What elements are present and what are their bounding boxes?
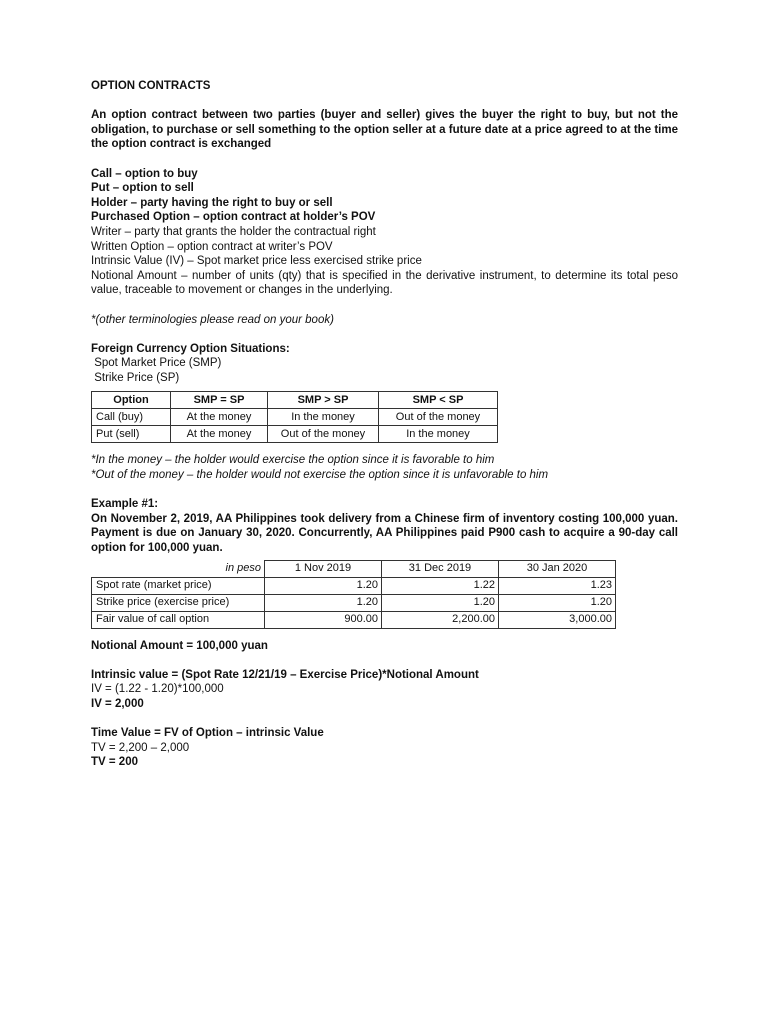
table-cell: 1.22 bbox=[382, 577, 499, 594]
col-header-date: 30 Jan 2020 bbox=[499, 560, 616, 577]
table-header-row bbox=[92, 560, 616, 577]
fx-heading: Foreign Currency Option Situations: bbox=[91, 342, 290, 355]
row-label: Fair value of call option bbox=[92, 611, 265, 628]
table-cell: 2,200.00 bbox=[382, 611, 499, 628]
definition-notional-amount: Notional Amount – number of units (qty) that is specified in the derivative instrument, to determine its total peso value, traceable to movement or changes in the underlying. bbox=[91, 269, 678, 297]
intro-paragraph: An option contract between two parties (buyer and seller) gives the buyer the right to buy, but not the obligation, to purchase or sell something to the option seller at a future date at a price agreed to at the time the option contract is exchanged bbox=[91, 109, 678, 151]
definition-writer: Writer – party that grants the holder the contractual right bbox=[91, 225, 376, 238]
iv-calculation: IV = (1.22 - 1.20)*100,000 bbox=[91, 683, 224, 696]
page-title: OPTION CONTRACTS bbox=[91, 80, 211, 92]
table-cell: At the money bbox=[171, 426, 268, 443]
table-cell: 1.20 bbox=[265, 594, 382, 611]
table-row bbox=[92, 577, 616, 594]
table-cell: 3,000.00 bbox=[499, 611, 616, 628]
definitions-list bbox=[91, 167, 678, 298]
row-label-call: Call (buy) bbox=[92, 409, 171, 426]
table-cell: 1.23 bbox=[499, 577, 616, 594]
fx-item-smp-text: Spot Market Price (SMP) bbox=[94, 357, 222, 370]
table-row bbox=[92, 611, 616, 628]
fx-item-smp bbox=[91, 356, 678, 371]
fx-item-sp-text: Strike Price (SP) bbox=[94, 371, 180, 384]
col-header-option: Option bbox=[92, 392, 171, 409]
table-cell: In the money bbox=[379, 426, 498, 443]
table-row bbox=[92, 409, 498, 426]
col-header-smp-lt-sp: SMP < SP bbox=[379, 392, 498, 409]
table-cell: In the money bbox=[268, 409, 379, 426]
table-cell: 1.20 bbox=[382, 594, 499, 611]
col-header-smp-gt-sp: SMP > SP bbox=[268, 392, 379, 409]
definition-purchased-option: Purchased Option – option contract at holder’s POV bbox=[91, 211, 376, 224]
iv-result: IV = 2,000 bbox=[91, 698, 144, 710]
col-header-date: 31 Dec 2019 bbox=[382, 560, 499, 577]
example-heading: Example #1: bbox=[91, 498, 159, 511]
definition-intrinsic-value: Intrinsic Value (IV) – Spot market price less exercised strike price bbox=[91, 255, 422, 268]
iv-formula: Intrinsic value = (Spot Rate 12/21/19 – Exercise Price)*Notional Amount bbox=[91, 668, 479, 681]
definition-call: Call – option to buy bbox=[91, 167, 198, 180]
row-label-put: Put (sell) bbox=[92, 426, 171, 443]
col-header-date: 1 Nov 2019 bbox=[265, 560, 382, 577]
table-row bbox=[92, 594, 616, 611]
table-cell: Out of the money bbox=[379, 409, 498, 426]
row-label: Strike price (exercise price) bbox=[92, 594, 265, 611]
option-situation-table bbox=[91, 391, 498, 443]
table-cell: Out of the money bbox=[268, 426, 379, 443]
table-header-row bbox=[92, 392, 498, 409]
note-in-the-money: *In the money – the holder would exercise the option since it is favorable to him bbox=[91, 454, 495, 467]
example-paragraph: On November 2, 2019, AA Philippines took delivery from a Chinese firm of inventory costing 100,000 yuan. Payment is due on January 30, 2020. Concurrently, AA Philippines paid P900 cash to acquire a 90-day call option for 100,000 yuan. bbox=[91, 512, 678, 555]
table-cell: At the money bbox=[171, 409, 268, 426]
terminology-note: *(other terminologies please read on your book) bbox=[91, 313, 334, 326]
note-out-of-the-money: *Out of the money – the holder would not exercise the option since it is unfavorable to him bbox=[91, 469, 549, 482]
definition-put: Put – option to sell bbox=[91, 182, 194, 195]
tv-formula: Time Value = FV of Option – intrinsic Value bbox=[91, 727, 324, 740]
fx-item-sp bbox=[91, 371, 678, 386]
example-values-table bbox=[91, 560, 616, 629]
table-row bbox=[92, 426, 498, 443]
row-label: Spot rate (market price) bbox=[92, 577, 265, 594]
table-cell: 1.20 bbox=[499, 594, 616, 611]
document-page bbox=[91, 79, 678, 770]
table-cell: 900.00 bbox=[265, 611, 382, 628]
table-cell: 1.20 bbox=[265, 577, 382, 594]
definition-holder: Holder – party having the right to buy or sell bbox=[91, 196, 333, 209]
definition-written-option: Written Option – option contract at writer’s POV bbox=[91, 240, 333, 253]
unit-label: in peso bbox=[92, 560, 265, 577]
col-header-smp-eq-sp: SMP = SP bbox=[171, 392, 268, 409]
tv-calculation: TV = 2,200 – 2,000 bbox=[91, 741, 190, 754]
notional-amount-line: Notional Amount = 100,000 yuan bbox=[91, 639, 268, 652]
tv-result: TV = 200 bbox=[91, 756, 138, 769]
